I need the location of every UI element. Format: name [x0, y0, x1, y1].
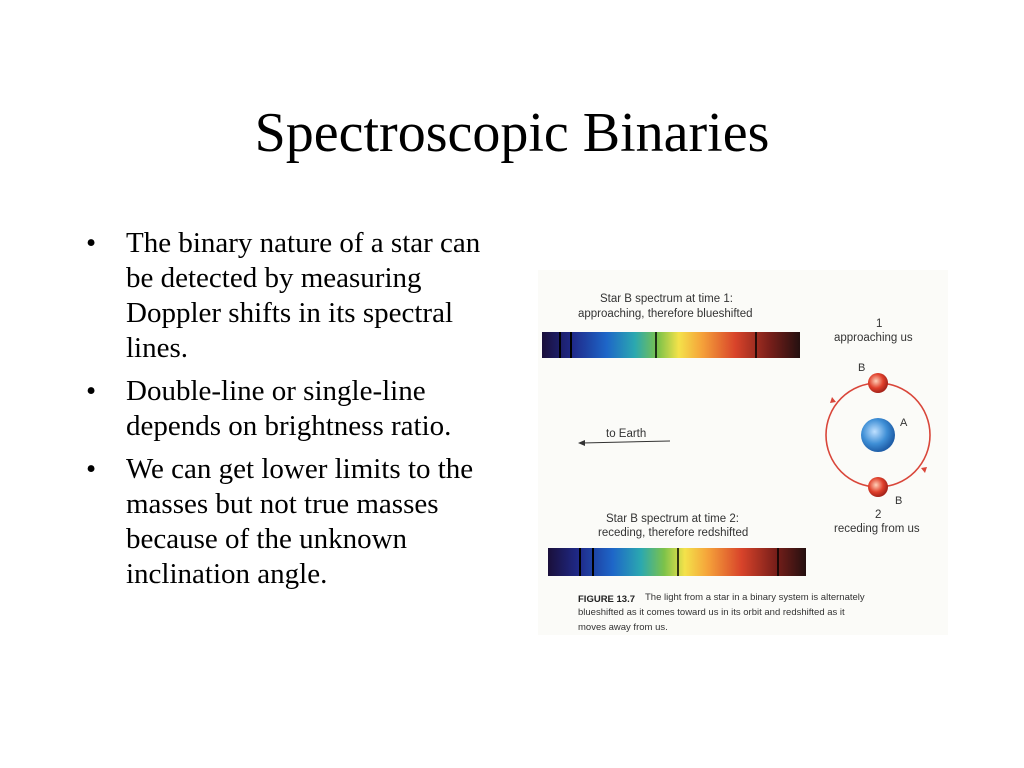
bullet-list [86, 226, 506, 600]
spectrum2-label-line2: receding, therefore redshifted [598, 527, 749, 539]
star-b-top-label: B [858, 362, 866, 374]
binary-star-figure [538, 270, 948, 635]
to-earth-label: to Earth [606, 428, 647, 440]
spectrum-bar-redshifted [548, 548, 806, 576]
spectrum-bar-blueshifted [542, 332, 800, 358]
slide-title: Spectroscopic Binaries [254, 102, 770, 164]
figure-caption-line3: moves away from us. [578, 622, 668, 633]
bullet-text: The binary nature of a star can be detected by measuring Doppler shifts in its spectral lines. [126, 227, 481, 364]
spectrum1-label-line1: Star B spectrum at time 1: [600, 293, 733, 305]
figure-caption-line1: The light from a star in a binary system is alternately [645, 592, 865, 603]
position2-number: 2 [875, 509, 882, 521]
star-b-bottom-label: B [895, 495, 903, 507]
bullet-text: We can get lower limits to the masses but not true masses because of the unknown inclination angle. [126, 453, 474, 590]
position1-number: 1 [876, 318, 883, 330]
position2-text: receding from us [834, 523, 920, 535]
bullet-text: Double-line or single-line depends on brightness ratio. [126, 375, 452, 442]
bullet-marker: • [86, 227, 97, 259]
figure-svg [538, 270, 948, 635]
star-a [861, 418, 895, 452]
spectrum2-label-line1: Star B spectrum at time 2: [606, 513, 739, 525]
orbit-arrow-icon [921, 467, 927, 473]
orbit-arrow-icon [830, 397, 836, 403]
spectrum1-label-line2: approaching, therefore blueshifted [578, 308, 753, 320]
bullet-marker: • [86, 453, 97, 485]
bullet-item [86, 452, 506, 592]
position1-text: approaching us [834, 332, 913, 344]
bullet-marker: • [86, 375, 97, 407]
figure-caption-line2: blueshifted as it comes toward us in its orbit and redshifted as it [578, 607, 845, 618]
star-b-top [868, 373, 888, 393]
star-a-label: A [900, 417, 908, 429]
figure-caption-label: FIGURE 13.7 [578, 594, 636, 605]
bullet-item [86, 374, 506, 444]
bullet-item [86, 226, 506, 366]
to-earth-arrow-icon [578, 440, 670, 446]
star-b-bottom [868, 477, 888, 497]
